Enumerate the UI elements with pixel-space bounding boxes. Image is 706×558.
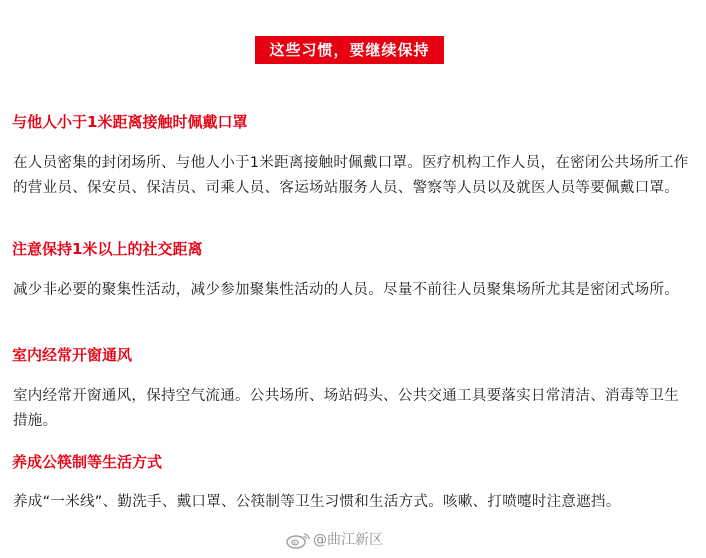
section-heading-mask: 与他人小于1米距离接触时佩戴口罩 <box>12 113 248 131</box>
weibo-icon <box>285 531 311 549</box>
section-heading-ventilation: 室内经常开窗通风 <box>12 346 133 364</box>
section-body-distance: 减少非必要的聚集性活动，减少参加聚集性活动的人员。尽量不前往人员聚集场所尤其是密闭式场所。 <box>13 282 679 298</box>
section-heading-chopsticks: 养成公筷制等生活方式 <box>12 453 163 471</box>
section-body-ventilation: 室内经常开窗通风，保持空气流通。公共场所、场站码头、公共交通工具要落实日常清洁、消毒等卫生措施。 <box>13 388 679 429</box>
section-heading-distance: 注意保持1米以上的社交距离 <box>12 240 203 258</box>
weibo-watermark <box>285 530 383 550</box>
section-body-mask: 在人员密集的封闭场所、与他人小于1米距离接触时佩戴口罩。医疗机构工作人员，在密闭公共场所工作的营业员、保安员、保洁员、司乘人员、客运场站服务人员、警察等人员以及就医人员等要佩戴口罩。 <box>13 155 689 196</box>
watermark-text: @曲江新区 <box>313 532 383 548</box>
section-body-chopsticks: 养成“一米线”、勤洗手、戴口罩、公筷制等卫生习惯和生活方式。咳嗽、打喷嚏时注意遮挡。 <box>13 494 621 510</box>
page-title: 这些习惯，要继续保持 <box>269 41 430 59</box>
page-title-banner <box>255 36 444 64</box>
